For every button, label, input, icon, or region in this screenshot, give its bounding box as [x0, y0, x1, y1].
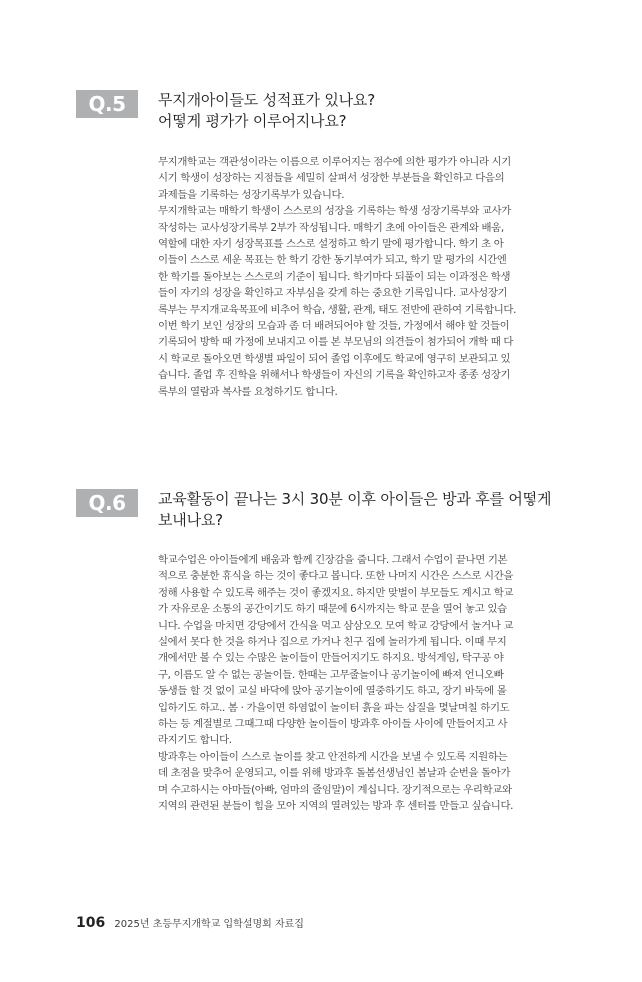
- answer-line: 가 자유로운 소통의 공간이기도 하기 때문에 6시까지는 학교 문을 열어 놓고 있습: [158, 603, 507, 616]
- answer-line: 지역의 관련된 분들이 힘을 모아 지역의 열려있는 방과 후 센터를 만들고 싶습니다.: [158, 800, 514, 813]
- answer-line: 시 학교로 돌아오면 학생별 파일이 되어 졸업 이후에도 학교에 영구히 보관되고 있: [158, 352, 511, 365]
- answer-line: 니다. 수업을 마치면 강당에서 간식을 먹고 삼삼오오 모여 학교 강당에서 놀거나 교: [158, 619, 514, 632]
- answer-body: [158, 154, 546, 400]
- answer-line: 한 학기를 돌아보는 스스로의 기준이 됩니다. 학기마다 되풀이 되는 이과정은 학생: [158, 270, 511, 283]
- answer-line: 데 초점을 맞추어 운영되고, 이를 위해 방과후 돌봄선생님인 봄날과 순번을 돌아가: [158, 767, 511, 780]
- answer-line: 정해 사용할 수 있도록 해주는 것이 좋겠지요. 하지만 맞벌이 부모들도 계시고 학교: [158, 586, 514, 599]
- qa-section-5: [76, 90, 546, 400]
- question-header: [76, 90, 546, 132]
- answer-line: 개에서만 볼 수 있는 수많은 놀이들이 만들어지기도 하지요. 방석게임, 탁구공 야: [158, 652, 504, 665]
- answer-line: 입하기도 하고.. 봄 · 가을이면 하염없이 놀이터 흙을 파는 삽질을 몇날며칠 하기도: [158, 701, 510, 714]
- footer-text: 2025년 초등무지개학교 입학설명회 자료집: [114, 919, 304, 930]
- question-title-line: 보내나요?: [158, 511, 223, 529]
- question-title-line: 어떻게 평가가 이루어지나요?: [158, 112, 347, 130]
- page-footer: [76, 915, 304, 931]
- answer-line: 하는 등 계절별로 그때그때 다양한 놀이들이 방과후 아이들 사이에 만들어지고 사: [158, 718, 508, 731]
- question-header: [76, 489, 552, 531]
- answer-line: 록부는 무지개교육목표에 비추어 학습, 생활, 관계, 태도 전반에 관하여 기록합니다.: [158, 303, 517, 316]
- answer-line: 무지개학교는 매학기 학생이 스스로의 성장을 기록하는 학생 성장기록부와 교사가: [158, 205, 511, 218]
- answer-line: 며 수고하시는 아마들(아빠, 엄마의 줄임말)이 계십니다. 장기적으로는 우리학교와: [158, 783, 512, 796]
- answer-line: 과제들을 기록하는 성장기록부가 있습니다.: [158, 188, 345, 201]
- answer-line: 동생들 할 것 없이 교실 바닥에 앉아 공기놀이에 열중하기도 하고, 장기 바둑에 몰: [158, 685, 507, 698]
- page-number: 106: [76, 915, 106, 931]
- answer-line: 작성하는 교사성장기록부 2부가 작성됩니다. 매학기 초에 아이들은 관계와 배움,: [158, 221, 504, 234]
- qa-section-6: [76, 489, 552, 815]
- answer-line: 록부의 열람과 복사를 요청하기도 합니다.: [158, 385, 338, 398]
- question-title-line: 교육활동이 끝나는 3시 30분 이후 아이들은 방과 후를 어떻게: [158, 490, 552, 508]
- answer-line: 이들이 스스로 세운 목표는 한 학기 강한 동기부여가 되고, 학기 말 평가의 시간엔: [158, 254, 507, 267]
- answer-line: 들이 자기의 성장을 확인하고 자부심을 갖게 하는 중요한 기록입니다. 교사성장기: [158, 287, 508, 300]
- answer-line: 이번 학기 보인 성장의 모습과 좀 더 배려되어야 할 것들, 가정에서 해야 할 것들이: [158, 320, 510, 333]
- answer-line: 기록되어 방학 때 가정에 보내지고 이를 본 부모님의 의견들이 첨가되어 개학 때 다: [158, 336, 514, 349]
- answer-line: 학교수업은 아이들에게 배움과 함께 긴장감을 줍니다. 그래서 수업이 끝나면 기본: [158, 554, 508, 566]
- answer-line: 방과후는 아이들이 스스로 놀이를 찾고 안전하게 시간을 보낼 수 있도록 지원하는: [158, 750, 508, 763]
- answer-line: 적으로 충분한 휴식을 하는 것이 좋다고 봅니다. 또한 나머지 시간은 스스로 시간을: [158, 570, 514, 583]
- answer-line: 구, 이름도 알 수 없는 공놀이들. 한때는 고무줄놀이나 공기놀이에 빠져 언니오빠: [158, 668, 504, 681]
- question-badge: Q.5: [76, 90, 138, 118]
- answer-line: 습니다. 졸업 후 진학을 위해서나 학생들이 자신의 기록을 확인하고자 종종 성장기: [158, 369, 511, 382]
- answer-line: 무지개학교는 객관성이라는 이름으로 이루어지는 점수에 의한 평가가 아니라 시기: [158, 156, 511, 168]
- question-title-line: 무지개아이들도 성적표가 있나요?: [158, 91, 375, 109]
- answer-line: 시기 학생이 성장하는 지점들을 세밀히 살펴서 성장한 부분들을 확인하고 다음의: [158, 172, 505, 185]
- question-title: [158, 489, 552, 531]
- question-title: [158, 90, 546, 132]
- answer-line: 실에서 못다 한 것을 하거나 집으로 가거나 친구 집에 놀러가게 됩니다. 이때 무지: [158, 636, 507, 649]
- question-badge: Q.6: [76, 489, 138, 517]
- answer-line: 역할에 대한 자기 성장목표를 스스로 설정하고 학기 말에 평가합니다. 학기 초 아: [158, 238, 504, 251]
- answer-line: 라지기도 합니다.: [158, 734, 232, 747]
- answer-body: [158, 552, 546, 815]
